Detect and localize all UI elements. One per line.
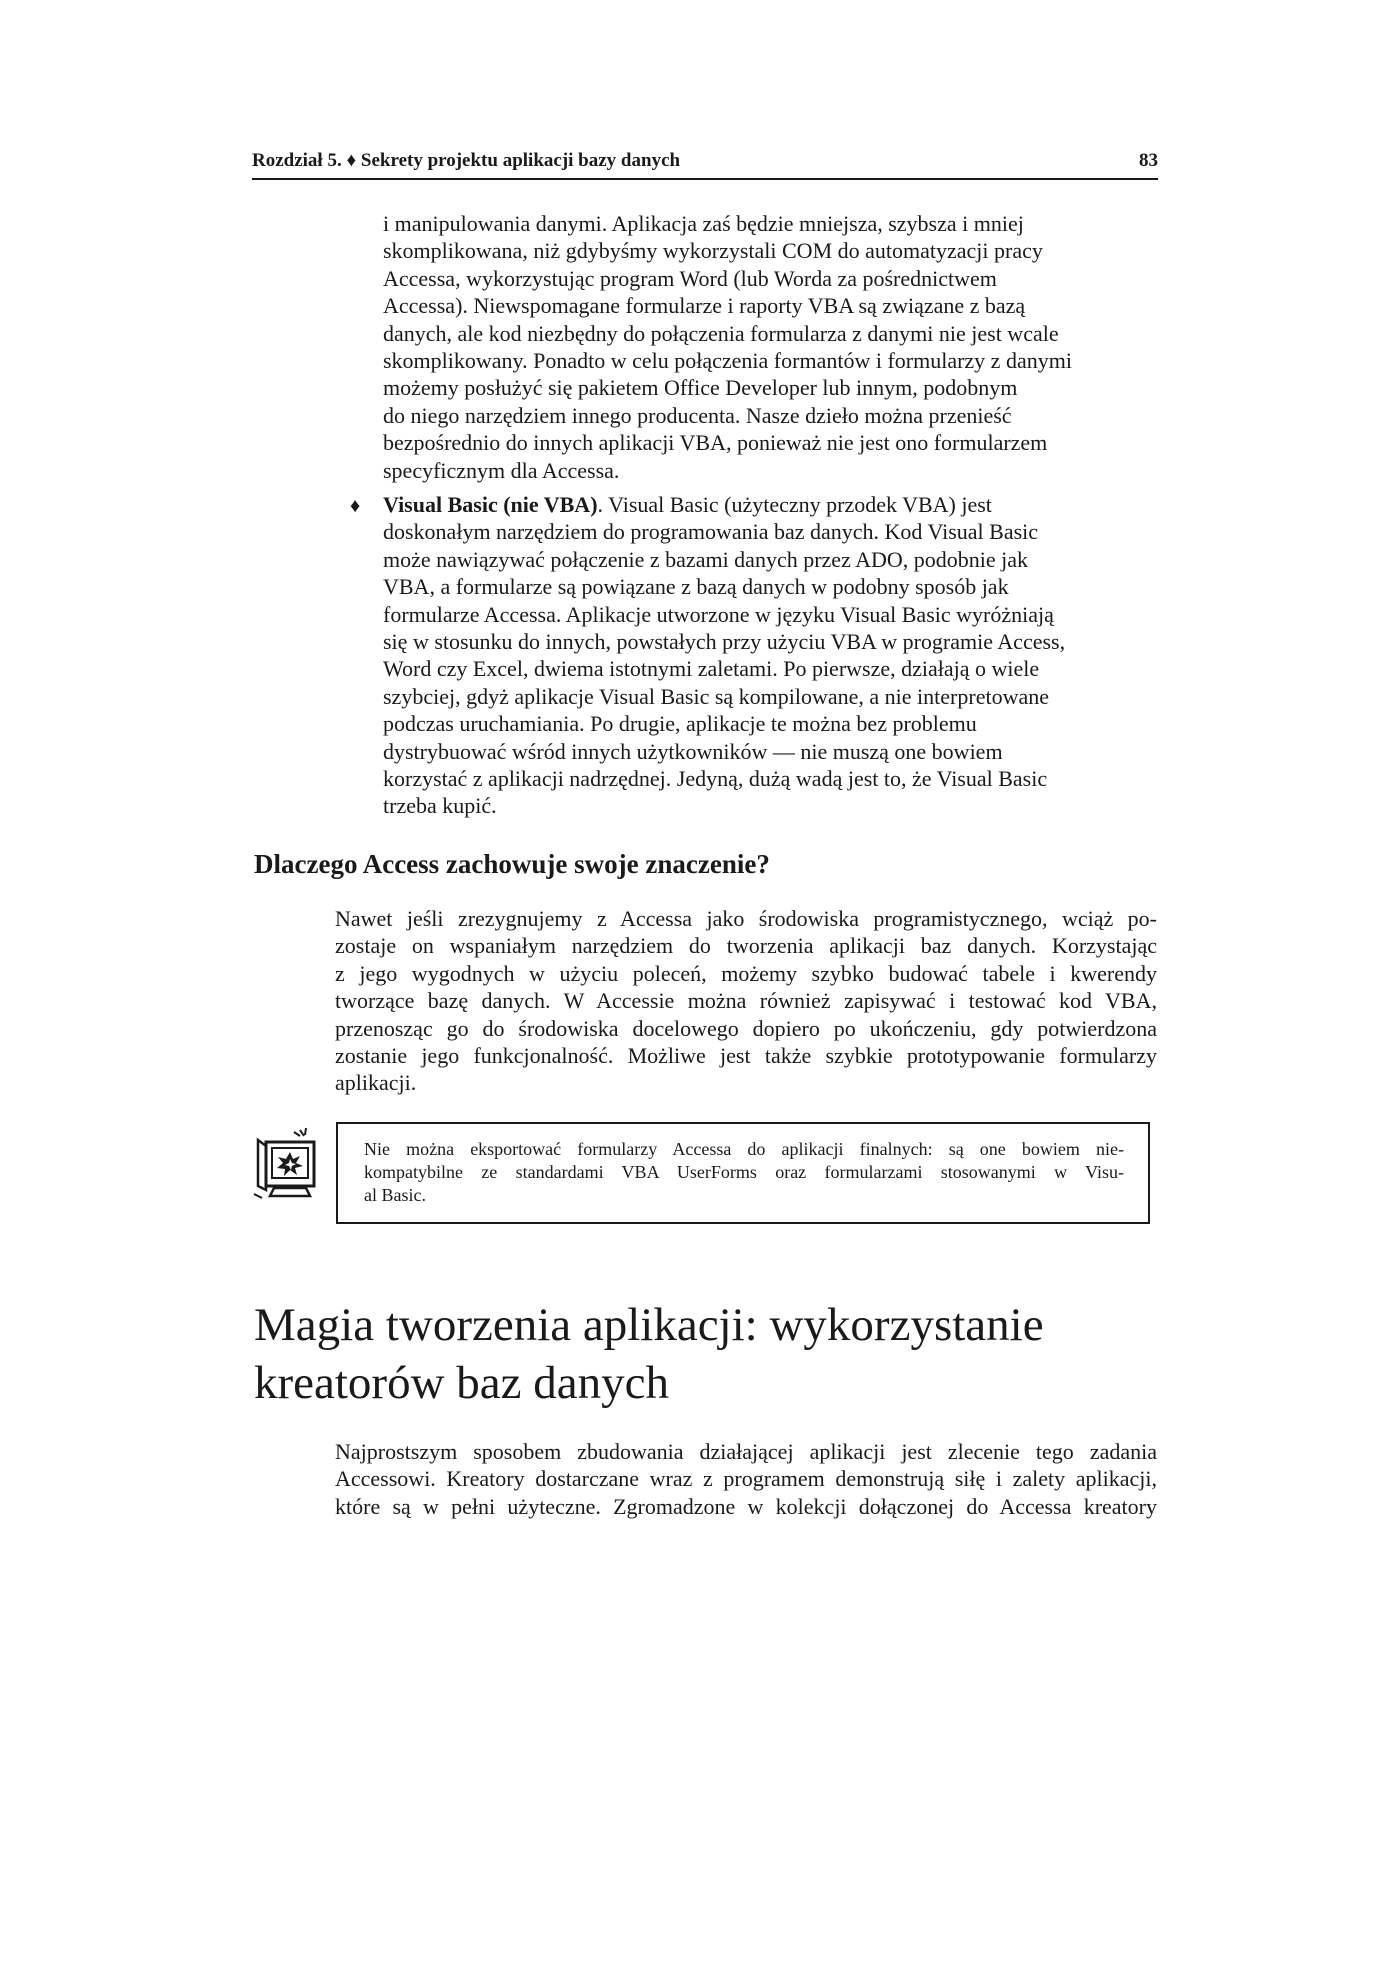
text-line: do niego narzędziem innego producenta. Nasze dzieło można przenieść: [383, 402, 1012, 428]
running-header: [252, 148, 1158, 180]
text-line: kompatybilne ze standardami VBA UserForms oraz formularzami stosowanymi w Visu-: [364, 1162, 1124, 1182]
text-line: danych, ale kod niezbędny do połączenia formularza z danymi nie jest wcale: [383, 320, 1059, 346]
bullet-lead-rest: . Visual Basic (użyteczny przodek VBA) jest: [597, 492, 992, 517]
text-line: szybciej, gdyż aplikacje Visual Basic są kompilowane, a nie interpretowane: [383, 683, 1049, 709]
text-line: trzeba kupić.: [383, 793, 497, 819]
text-line: zostaje on wspaniałym narzędziem do tworzenia aplikacji baz danych. Korzystając: [335, 933, 1157, 959]
major-heading: [254, 1296, 1044, 1412]
bullet-lead: Visual Basic (nie VBA): [383, 492, 598, 517]
text-line: może nawiązywać połączenie z bazami danych przez ADO, podobnie jak: [383, 546, 1029, 572]
page-number: 83: [1139, 150, 1158, 171]
text-line: Najprostszym sposobem zbudowania działającej aplikacji jest zlecenie tego zadania: [335, 1439, 1157, 1464]
text-line: podczas uruchamiania. Po drugie, aplikacje te można bez problemu: [383, 711, 977, 737]
text-line: zostanie jego funkcjonalność. Możliwe jest także szybkie prototypowanie formularzy: [335, 1042, 1157, 1068]
section-heading: Dlaczego Access zachowuje swoje znaczenie?: [254, 849, 770, 879]
text-line: Word czy Excel, dwiema istotnymi zaletami. Po pierwsze, działają o wiele: [383, 656, 1040, 682]
heading-line: Magia tworzenia aplikacji: wykorzystanie: [254, 1299, 1044, 1351]
continued-paragraph: [383, 210, 1143, 484]
text-line: Nie można eksportować formularzy Accessa do aplikacji finalnych: są one bowiem nie-: [364, 1139, 1124, 1159]
text-line: i manipulowania danymi. Aplikacja zaś będzie mniejsza, szybsza i mniej: [383, 211, 1024, 236]
text-line: Accessowi. Kreatory dostarczane wraz z programem demonstrują siłę i zalety aplikacji,: [335, 1466, 1157, 1492]
heading-line: kreatorów baz danych: [254, 1357, 669, 1409]
note-text: [364, 1138, 1124, 1207]
text-line: bezpośrednio do innych aplikacji VBA, ponieważ nie jest ono formularzem: [383, 430, 1048, 456]
bullet-content: [383, 491, 1065, 820]
text-line: skomplikowany. Ponadto w celu połączenia formantów i formularzy z danymi: [383, 348, 1072, 374]
text-line: Accessa). Niewspomagane formularze i raporty VBA są związane z bazą: [383, 293, 1026, 319]
text-line: dystrybuować wśród innych użytkowników — nie muszą one bowiem: [383, 738, 1003, 764]
chapter-title: Rozdział 5. ♦ Sekrety projektu aplikacji bazy danych: [252, 150, 681, 171]
final-paragraph: [335, 1438, 1157, 1520]
note-box: [336, 1122, 1150, 1224]
text-line: skomplikowana, niż gdybyśmy wykorzystali COM do automatyzacji pracy: [383, 238, 1043, 264]
computer-warning-icon: [248, 1126, 324, 1202]
section-paragraph: [335, 905, 1157, 1097]
text-line: z jego wygodnych w użyciu poleceń, możemy szybko budować tabele i kwerendy: [335, 960, 1157, 986]
text-line: przenosząc go do środowiska docelowego dopiero po ukończeniu, gdy potwierdzona: [335, 1015, 1157, 1041]
diamond-bullet-icon: ♦: [350, 495, 361, 517]
text-line: się w stosunku do innych, powstałych przy użyciu VBA w programie Access,: [383, 629, 1066, 655]
text-line: Accessa, wykorzystując program Word (lub Worda za pośrednictwem: [383, 265, 997, 291]
text-line: al Basic.: [364, 1185, 426, 1205]
text-line: doskonałym narzędziem do programowania baz danych. Kod Visual Basic: [383, 519, 1039, 545]
text-line: możemy posłużyć się pakietem Office Developer lub innym, podobnym: [383, 375, 1018, 401]
text-line: które są w pełni użyteczne. Zgromadzone w kolekcji dołączonej do Accessa kreatory: [335, 1493, 1157, 1519]
text-line: [383, 491, 1065, 518]
text-line: aplikacji.: [335, 1070, 417, 1096]
text-line: specyficznym dla Accessa.: [383, 457, 620, 483]
text-line: VBA, a formularze są powiązane z bazą danych w podobny sposób jak: [383, 574, 1009, 600]
text-line: formularze Accessa. Aplikacje utworzone w języku Visual Basic wyróżniają: [383, 601, 1054, 627]
text-line: korzystać z aplikacji nadrzędnej. Jedyną, dużą wadą jest to, że Visual Basic: [383, 766, 1048, 792]
text-line: Nawet jeśli zrezygnujemy z Accessa jako środowiska programistycznego, wciąż po-: [335, 906, 1157, 931]
text-line: tworzące bazę danych. W Accessie można również zapisywać i testować kod VBA,: [335, 988, 1157, 1014]
